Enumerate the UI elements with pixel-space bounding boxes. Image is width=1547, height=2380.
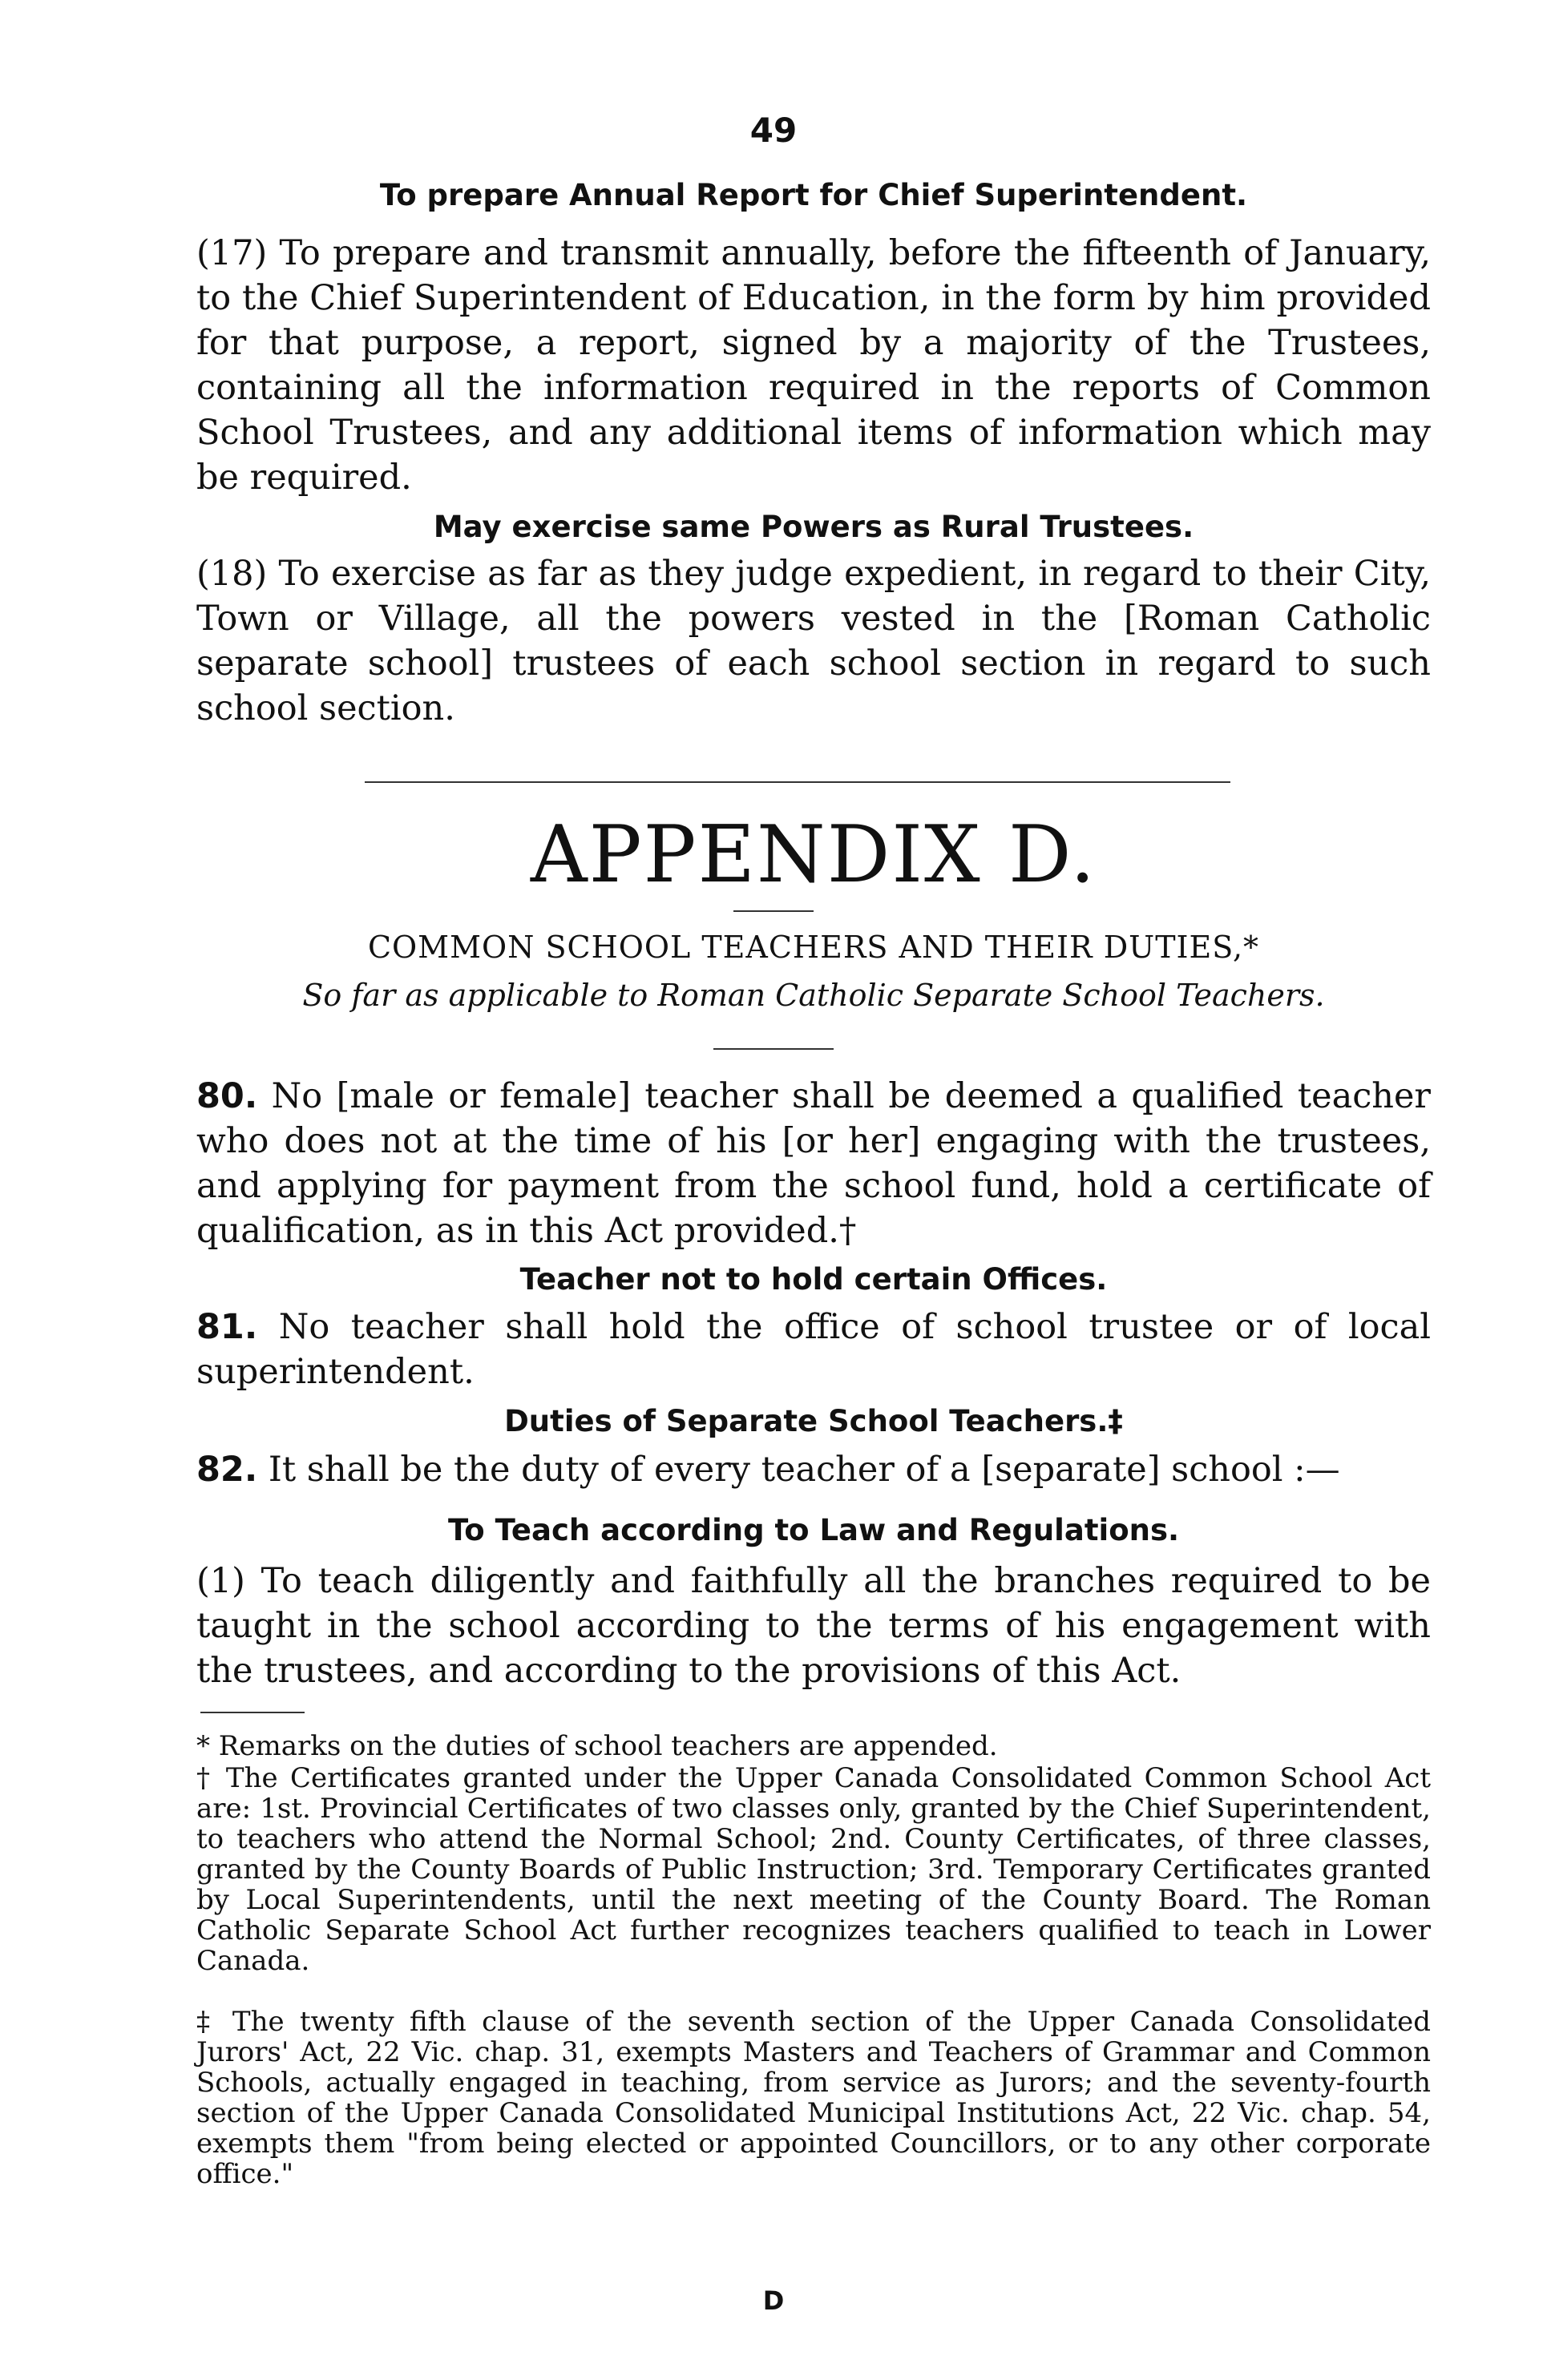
section-18-heading: May exercise same Powers as Rural Trustees.: [433, 510, 1194, 544]
section-18-text: (18) To exercise as far as they judge expedient, in regard to their City, Town or Village, all the powers vested in the [Roman Catholic separate school] trustees of each school section in regard to such school section.: [196, 554, 1431, 728]
signature-mark: D: [762, 2285, 785, 2316]
clause-82-1-text: (1) To teach diligently and faithfully all the branches required to be taught in the school according to the terms of his engagement with the trustees, and according to the provisions of this Act.: [196, 1561, 1431, 1691]
section-17-heading: To prepare Annual Report for Chief Superintendent.: [379, 178, 1248, 212]
footnote-3: ‡ The twenty fifth clause of the seventh section of the Upper Canada Consolidated Jurors' Act, 22 Vic. chap. 31, exempts Masters and Teachers of Grammar and Common Schools, actually engaged in teaching, from service as Jurors; and the seventy-fourth section of the Upper Canada Consolidated Municipal Institutions Act, 22 Vic. chap. 54, exempts them "from being elected or appointed Councillors, or to any other corporate office.": [196, 2006, 1431, 2190]
appendix-note: So far as applicable to Roman Catholic Separate School Teachers.: [302, 978, 1325, 1013]
clause-81: [196, 1305, 1431, 1394]
section-17-text: (17) To prepare and transmit annually, before the fifteenth of January, to the Chief Superintendent of Education, in the form by him provided for that purpose, a report, signed by a majority of the Trustees, containing all the information required in the reports of Common School Trustees, and any additional items of information which may be required.: [196, 233, 1431, 498]
title-rule: [733, 910, 814, 912]
clause-80-number: 80.: [196, 1076, 258, 1116]
clause-82-text: It shall be the duty of every teacher of a [separate] school :—: [268, 1450, 1340, 1490]
clause-80: [196, 1074, 1431, 1253]
clause-82-1-heading: To Teach according to Law and Regulations.: [447, 1513, 1180, 1547]
appendix-rule: [713, 1048, 834, 1050]
footnote-rule: [200, 1712, 305, 1713]
clause-80-text: No [male or female] teacher shall be deemed a qualified teacher who does not at the time of his [or her] engaging with the trustees, and applying for payment from the school fund, hold a certificate of qualification, as in this Act provided.†: [196, 1076, 1431, 1251]
clause-81-number: 81.: [196, 1307, 258, 1347]
clause-81-text: No teacher shall hold the office of school trustee or of local superintendent.: [196, 1307, 1431, 1392]
appendix-title: APPENDIX D.: [530, 809, 1097, 901]
clause-81-heading: Teacher not to hold certain Offices.: [519, 1262, 1108, 1297]
section-divider: [365, 781, 1230, 783]
page-number: 49: [749, 111, 798, 150]
footnote-2: † The Certificates granted under the Upper Canada Consolidated Common School Act are: 1st. Provincial Certificates of two classes only, granted by the Chief Superintendent, to teachers who attend the Normal School; 2nd. County Certificates, of three classes, granted by the County Boards of Public Instruction; 3rd. Temporary Certificates granted by Local Superintendents, until the next meeting of the County Board. The Roman Catholic Separate School Act further recognizes teachers qualified to teach in Lower Canada.: [196, 1762, 1431, 1977]
clause-82-number: 82.: [196, 1450, 258, 1490]
appendix-subtitle: COMMON SCHOOL TEACHERS AND THEIR DUTIES,*: [367, 930, 1260, 965]
footnote-1: * Remarks on the duties of school teachers are appended.: [196, 1730, 998, 1762]
clause-82-heading: Duties of Separate School Teachers.‡: [504, 1404, 1123, 1438]
clause-82: [196, 1447, 1431, 1492]
